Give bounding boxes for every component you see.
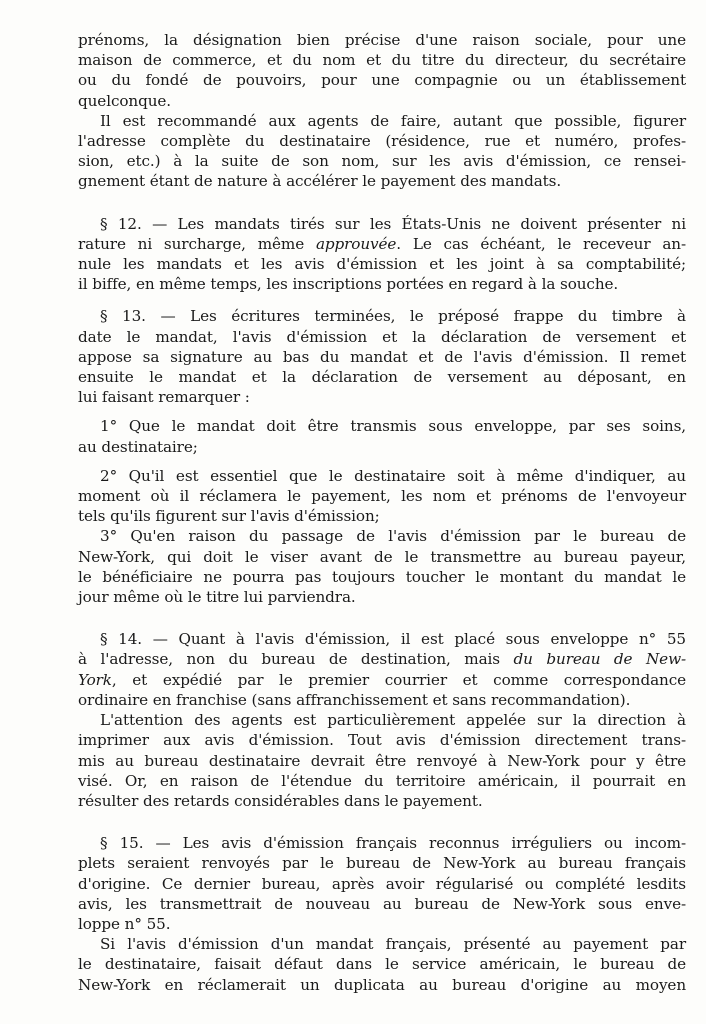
text-line: sion, etc.) à la suite de son nom, sur les avis d'émission, ce rensei-: [78, 152, 686, 171]
text-line: plets seraient renvoyés par le bureau de New-York au bureau français: [78, 854, 686, 873]
text-line: Si l'avis d'émission d'un mandat français, présenté au payement par: [100, 935, 686, 954]
paragraph-full-address: [78, 111, 686, 192]
text-line: lui faisant remarquer :: [78, 388, 250, 407]
section-12-heading-line: § 12. — Les mandats tirés sur les États-Unis ne doivent présenter ni: [100, 214, 686, 233]
text-line: résulter des retards considérables dans le payement.: [78, 791, 483, 810]
text-line: loppe n° 55.: [78, 914, 171, 933]
text-line: d'origine. Ce dernier bureau, après avoir régularisé ou complété lesdits: [78, 874, 686, 893]
text-line: à l'adresse, non du bureau de destination, mais du bureau de New-: [78, 650, 687, 669]
text-line: jour même où le titre lui parviendra.: [78, 588, 356, 607]
text-line: visé. Or, en raison de l'étendue du territoire américain, il pourrait en: [78, 771, 686, 790]
text-line: le bénéficiaire ne pourra pas toujours toucher le montant du mandat le: [78, 567, 686, 586]
text-line: York, et expédié par le premier courrier et comme correspondance: [78, 670, 686, 689]
list-item-2: [78, 466, 686, 527]
text-line: gnement étant de nature à accélérer le payement des mandats.: [78, 172, 562, 191]
text-line: 2° Qu'il est essentiel que le destinataire soit à même d'indiquer, au: [100, 466, 686, 485]
section-14-heading-line: § 14. — Quant à l'avis d'émission, il est placé sous enveloppe n° 55: [100, 630, 686, 649]
text-line: New-York en réclamerait un duplicata au bureau d'origine au moyen: [78, 975, 686, 994]
text-line: New-York, qui doit le viser avant de le transmettre au bureau payeur,: [78, 547, 686, 566]
section-12: [78, 214, 686, 295]
text-line: l'adresse complète du destinataire (résidence, rue et numéro, profes-: [78, 132, 686, 151]
text-line: il biffe, en même temps, les inscriptions portées en regard à la souche.: [78, 275, 619, 294]
text-line: Il est recommandé aux agents de faire, autant que possible, figurer: [100, 111, 686, 130]
text-line: ordinaire en franchise (sans affranchissement et sans recommandation).: [78, 690, 631, 709]
text-line: avis, les transmettrait de nouveau au bureau de New-York sous enve-: [78, 894, 686, 913]
text-line: maison de commerce, et du nom et du titre du directeur, du secrétaire: [78, 51, 686, 70]
paragraph-direction-notice: [78, 710, 686, 811]
text-line: imprimer aux avis d'émission. Tout avis d'émission directement trans-: [78, 731, 686, 750]
text-line: ensuite le mandat et la déclaration de versement au déposant, en: [78, 368, 686, 387]
text-line: L'attention des agents est particulièrement appelée sur la direction à: [100, 711, 686, 730]
text-line: appose sa signature au bas du mandat et de l'avis d'émission. Il remet: [78, 347, 686, 366]
list-item-3: [78, 526, 686, 607]
text-line: moment où il réclamera le payement, les nom et prénoms de l'envoyeur: [78, 487, 686, 506]
text-line: 3° Qu'en raison du passage de l'avis d'émission par le bureau de: [100, 527, 686, 546]
text-line: rature ni surcharge, même approuvée. Le cas échéant, le receveur an-: [78, 234, 686, 253]
section-14: [78, 629, 686, 710]
section-15: [78, 833, 686, 934]
section-13: [78, 306, 686, 407]
text-line: mis au bureau destinataire devrait être renvoyé à New-York pour y être: [78, 751, 686, 770]
list-item-1: [78, 416, 686, 456]
text-line: au destinataire;: [78, 437, 198, 456]
text-line: ou du fondé de pouvoirs, pour une compagnie ou un établissement: [78, 71, 686, 90]
text-line: tels qu'ils figurent sur l'avis d'émission;: [78, 507, 380, 526]
text-line: nule les mandats et les avis d'émission et les joint à sa comptabilité;: [78, 255, 686, 274]
paragraph-duplicate-request: [78, 934, 686, 995]
paragraph-sender-details: [78, 30, 686, 111]
text-line: le destinataire, faisait défaut dans le service américain, le bureau de: [78, 955, 686, 974]
text-line: 1° Que le mandat doit être transmis sous enveloppe, par ses soins,: [100, 417, 686, 436]
text-line: prénoms, la désignation bien précise d'une raison sociale, pour une: [78, 31, 686, 49]
section-13-heading-line: § 13. — Les écritures terminées, le préposé frappe du timbre à: [100, 307, 686, 326]
section-15-heading-line: § 15. — Les avis d'émission français reconnus irréguliers ou incom-: [100, 834, 686, 853]
text-line: quelconque.: [78, 91, 171, 110]
text-line: date le mandat, l'avis d'émission et la déclaration de versement et: [78, 327, 686, 346]
